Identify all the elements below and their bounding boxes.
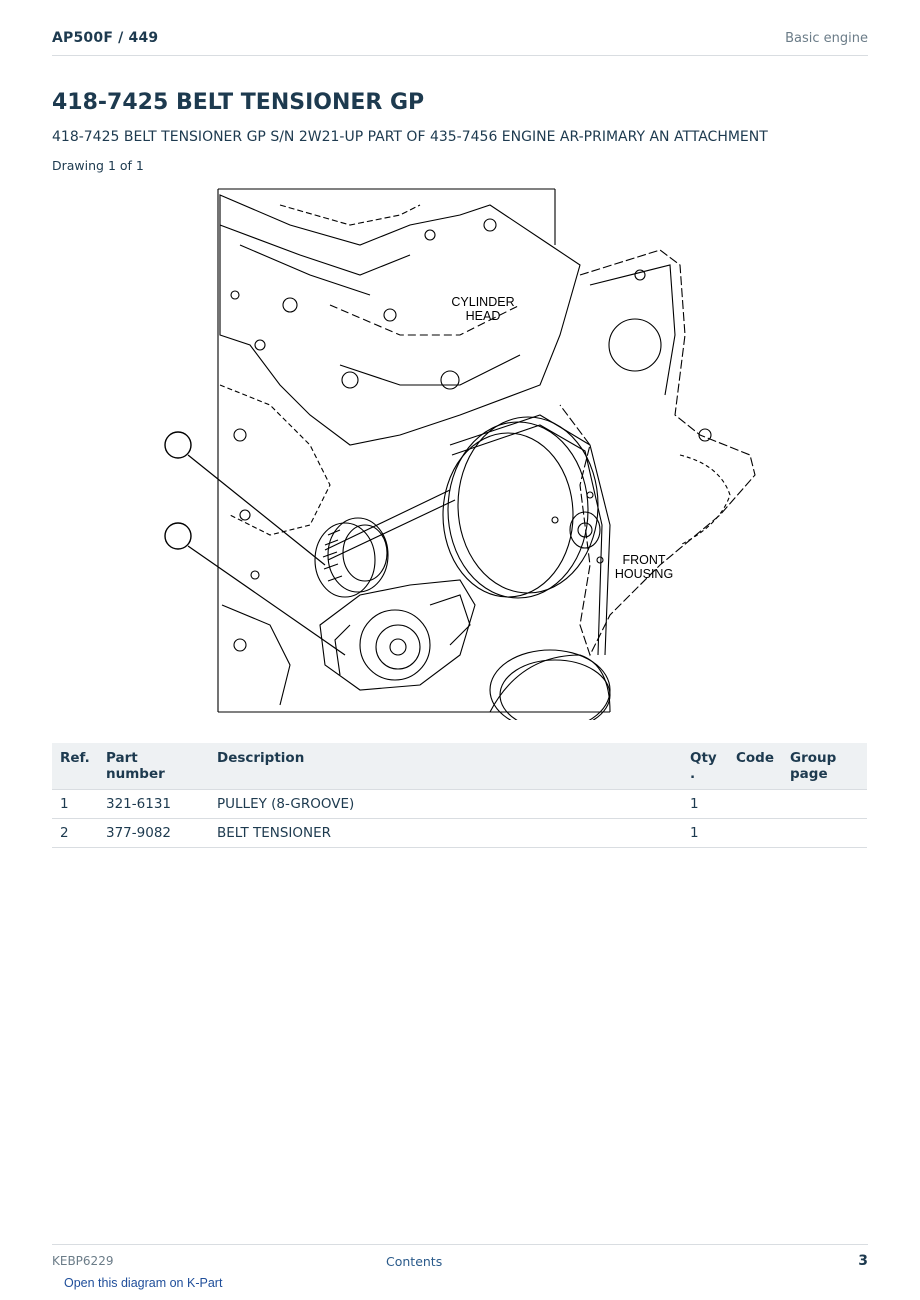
header-group-page xyxy=(782,743,867,790)
table-header-row xyxy=(52,743,867,790)
page-subtitle: 418-7425 BELT TENSIONER GP S/N 2W21-UP PART OF 435-7456 ENGINE AR-PRIMARY AN ATTACHMENT xyxy=(52,129,768,145)
cylinder-head-outline xyxy=(220,195,580,705)
cell-code xyxy=(728,790,782,819)
header-group-line2: page xyxy=(790,766,828,782)
cell-description: PULLEY (8-GROOVE) xyxy=(209,790,682,819)
cell-qty: 1 xyxy=(682,790,728,819)
crankshaft-pulley xyxy=(490,650,610,720)
page-title: 418-7425 BELT TENSIONER GP xyxy=(52,90,425,115)
table-row xyxy=(52,790,867,819)
cylinder-head-label-line2: HEAD xyxy=(465,309,501,323)
front-housing-outline xyxy=(560,250,755,655)
cell-description: BELT TENSIONER xyxy=(209,819,682,848)
cylinder-head-label-line1: CYLINDER xyxy=(451,295,515,309)
model-label: AP500F / 449 xyxy=(52,30,159,46)
open-kpart-link[interactable]: Open this diagram on K-Part xyxy=(64,1276,223,1290)
contents-link[interactable]: Contents xyxy=(386,1254,443,1269)
cell-ref: 2 xyxy=(52,819,98,848)
cell-part-number: 377-9082 xyxy=(98,819,209,848)
parts-table xyxy=(52,743,867,848)
parts-diagram xyxy=(160,185,760,720)
page-header xyxy=(52,28,868,56)
header-qty-line2: . xyxy=(690,766,696,782)
section-label: Basic engine xyxy=(785,31,868,46)
header-ref: Ref. xyxy=(52,743,98,790)
idler-pulley xyxy=(315,518,388,597)
table-row xyxy=(52,819,867,848)
header-qty xyxy=(682,743,728,790)
cell-ref: 1 xyxy=(52,790,98,819)
drawing-frame xyxy=(218,189,610,712)
header-part-number: Part number xyxy=(98,743,209,790)
cell-code xyxy=(728,819,782,848)
page-footer xyxy=(52,1244,868,1275)
cell-group-page xyxy=(782,819,867,848)
cell-group-page xyxy=(782,790,867,819)
header-description: Description xyxy=(209,743,682,790)
header-qty-line1: Qty xyxy=(690,750,717,766)
cell-qty: 1 xyxy=(682,819,728,848)
front-housing-label-line2: HOUSING xyxy=(614,567,674,581)
drawing-count-label: Drawing 1 of 1 xyxy=(52,158,144,173)
cell-part-number: 321-6131 xyxy=(98,790,209,819)
document-id: KEBP6229 xyxy=(52,1254,114,1268)
callout-1 xyxy=(165,432,325,565)
header-group-line1: Group xyxy=(790,750,837,766)
front-housing-label-line1: FRONT xyxy=(622,553,666,567)
header-code: Code xyxy=(728,743,782,790)
page-number: 3 xyxy=(858,1253,868,1269)
water-pump-pulley xyxy=(443,417,603,598)
